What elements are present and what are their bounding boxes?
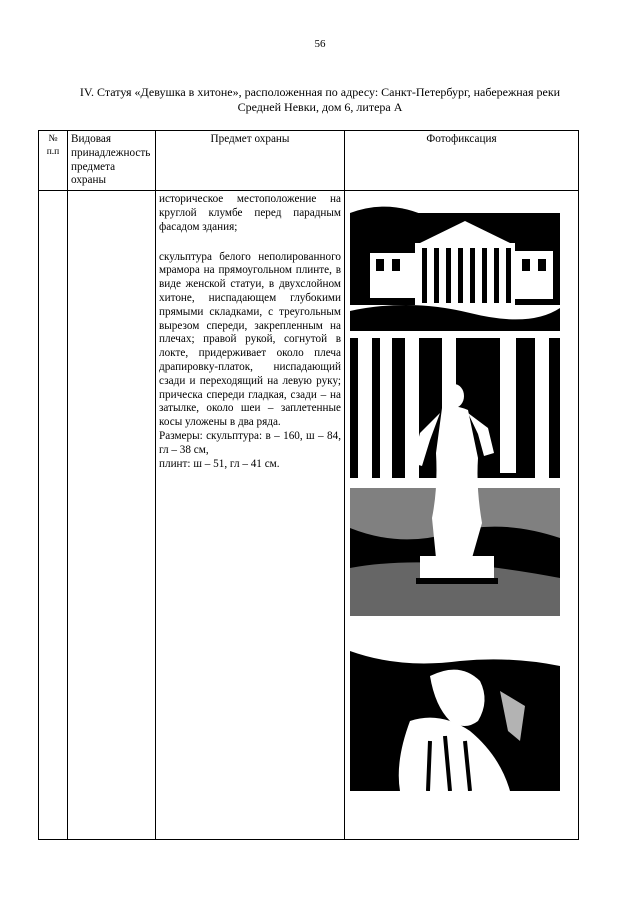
cell-number bbox=[39, 191, 68, 840]
cell-subject bbox=[156, 191, 345, 840]
subject-sizes-1: Размеры: скульптура: в – 160, ш – 84, гл – 38 см, bbox=[159, 429, 341, 456]
heading-line-1: IV. Статуя «Девушка в хитоне», расположенная по адресу: Санкт-Петербург, набережная реки bbox=[79, 85, 561, 99]
photo-building-facade bbox=[350, 193, 560, 331]
photo-statue-full bbox=[350, 338, 560, 616]
page-number: 56 bbox=[314, 38, 326, 50]
subject-description: скульптура белого неполированного мрамора на прямоугольном плинте, в виде женской статуи, в двухслойном хитоне, ниспадающем глубокими прямыми складками, с треугольным вырезом спереди, закрепленным на плечах; правой рукой, согнутой в локте, придерживает около плеча драпировку-платок, ниспадающий сзади и переходящий на левую руку; прическа спереди гладкая, сзади – на затылке, около шеи – заплетенные косы уложены в два ряда. bbox=[159, 250, 341, 429]
subject-location: историческое местоположение на круглой клумбе перед парадным фасадом здания; bbox=[159, 193, 341, 233]
document-heading bbox=[60, 85, 580, 115]
protection-table bbox=[38, 130, 579, 840]
header-photo: Фотофиксация bbox=[345, 131, 579, 191]
cell-photos bbox=[345, 191, 579, 840]
heading-line-2: Средней Невки, дом 6, литера А bbox=[237, 100, 403, 114]
table-header-row bbox=[39, 131, 579, 191]
table-row bbox=[39, 191, 579, 840]
header-number bbox=[39, 131, 68, 191]
subject-sizes-2: плинт: ш – 51, гл – 41 см. bbox=[159, 457, 280, 470]
header-subject: Предмет охраны bbox=[156, 131, 345, 191]
header-type: Видовая принадлежность предмета охраны bbox=[68, 131, 156, 191]
header-number-line-1: № bbox=[48, 134, 58, 144]
photo-statue-detail bbox=[350, 621, 560, 791]
cell-type bbox=[68, 191, 156, 840]
header-number-line-2: п.п bbox=[46, 146, 60, 157]
